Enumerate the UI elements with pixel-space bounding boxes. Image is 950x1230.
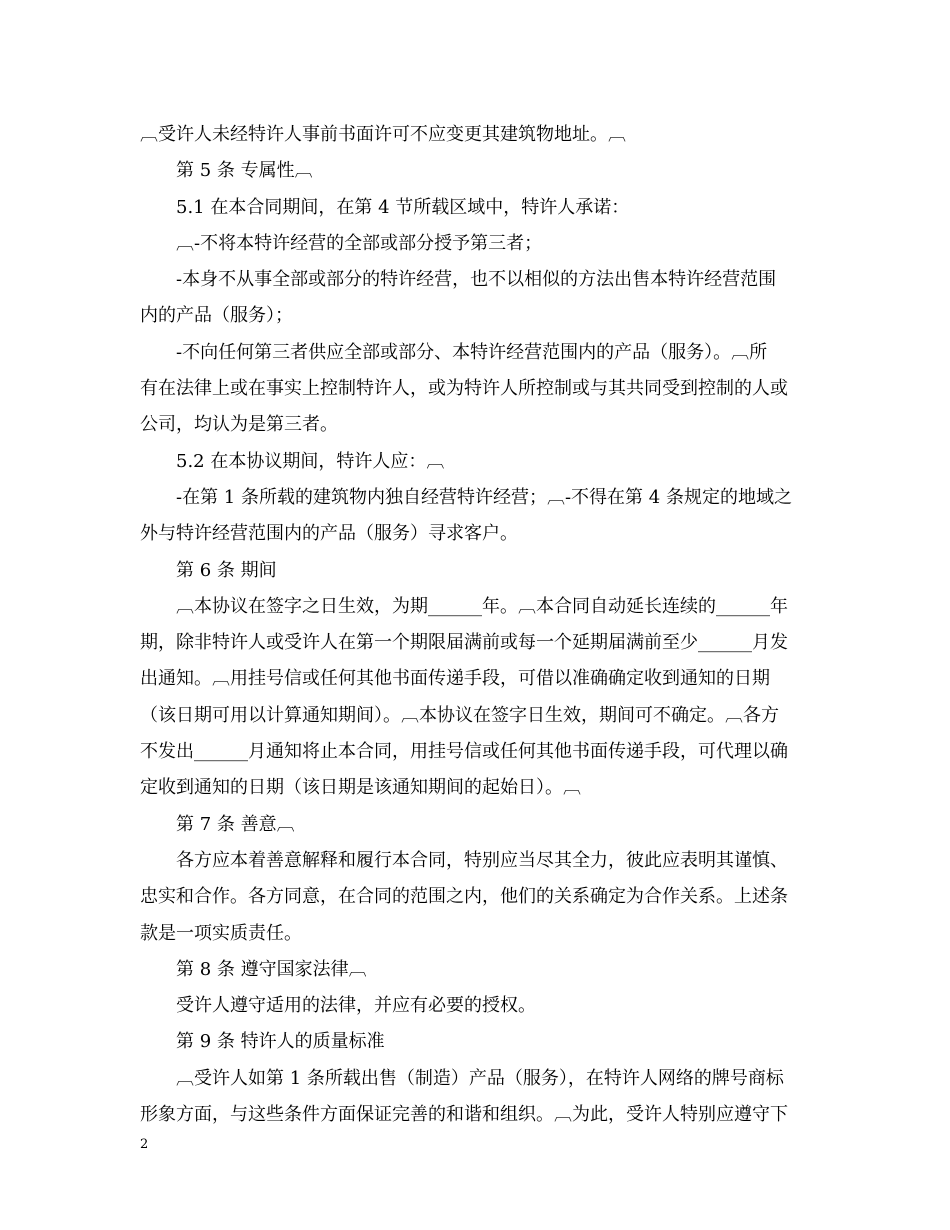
text-line: （该日期可用以计算通知期间）。︹本协议在签字日生效，期间可不确定。︹各方 xyxy=(140,704,779,726)
page-number: 2 xyxy=(140,1137,149,1152)
text-line: -不向任何第三者供应全部或部分、本特许经营范围内的产品（服务）。︹所 xyxy=(176,341,768,363)
text-line: 形象方面，与这些条件方面保证完善的和谐和组织。︹为此，受许人特别应遵守下 xyxy=(140,1104,788,1126)
text-line: 不发出______月通知将止本合同，用挂号信或任何其他书面传递手段，可代理以确 xyxy=(140,741,788,763)
text-line: 期，除非特许人或受许人在第一个期限届满前或每一个延期届满前至少______月发 xyxy=(140,632,788,654)
text-line: 忠实和合作。各方同意，在合同的范围之内，他们的关系确定为合作关系。上述条 xyxy=(140,886,788,908)
text-line: 款是一项实质责任。 xyxy=(140,922,302,944)
text-line: -在第 1 条所载的建筑物内独自经营特许经营；︹-不得在第 4 条规定的地域之 xyxy=(176,486,792,508)
text-line: 定收到通知的日期（该日期是该通知期间的起始日）。︹ xyxy=(140,777,581,799)
text-line: ︹本协议在签字之日生效，为期______年。︹本合同自动延长连续的______年 xyxy=(176,595,788,617)
text-line: 第 7 条 善意︹ xyxy=(176,813,295,835)
text-line: 5.2 在本协议期间，特许人应：︹ xyxy=(176,450,445,472)
text-line: 外与特许经营范围内的产品（服务）寻求客户。 xyxy=(140,523,518,545)
text-line: -本身不从事全部或部分的特许经营，也不以相似的方法出售本特许经营范围 xyxy=(176,269,777,291)
text-line: ︹受许人未经特许人事前书面许可不应变更其建筑物地址。︹ xyxy=(140,124,626,145)
text-line: 各方应本着善意解释和履行本合同，特别应当尽其全力，彼此应表明其谨慎、 xyxy=(176,849,788,871)
text-line: ︹受许人如第 1 条所载出售（制造）产品（服务），在特许人网络的牌号商标 xyxy=(176,1067,784,1089)
text-line: 有在法律上或在事实上控制特许人，或为特许人所控制或与其共同受到控制的人或 xyxy=(140,378,788,400)
text-line: 第 6 条 期间 xyxy=(176,559,277,581)
text-line: 5.1 在本合同期间，在第 4 节所载区域中，特许人承诺： xyxy=(176,196,630,218)
text-line: 出通知。︹用挂号信或任何其他书面传递手段，可借以准确确定收到通知的日期 xyxy=(140,668,770,690)
text-line: 内的产品（服务）； xyxy=(140,305,293,327)
document-body xyxy=(140,117,812,1133)
text-line: 公司，均认为是第三者。 xyxy=(140,414,338,436)
text-line: 受许人遵守适用的法律，并应有必要的授权。 xyxy=(176,995,536,1017)
text-line: ︹-不将本特许经营的全部或部分授予第三者； xyxy=(176,232,543,254)
text-line: 第 9 条 特许人的质量标准 xyxy=(176,1031,385,1053)
text-line: 第 5 条 专属性︹ xyxy=(176,160,313,182)
text-line: 第 8 条 遵守国家法律︹ xyxy=(176,958,367,980)
